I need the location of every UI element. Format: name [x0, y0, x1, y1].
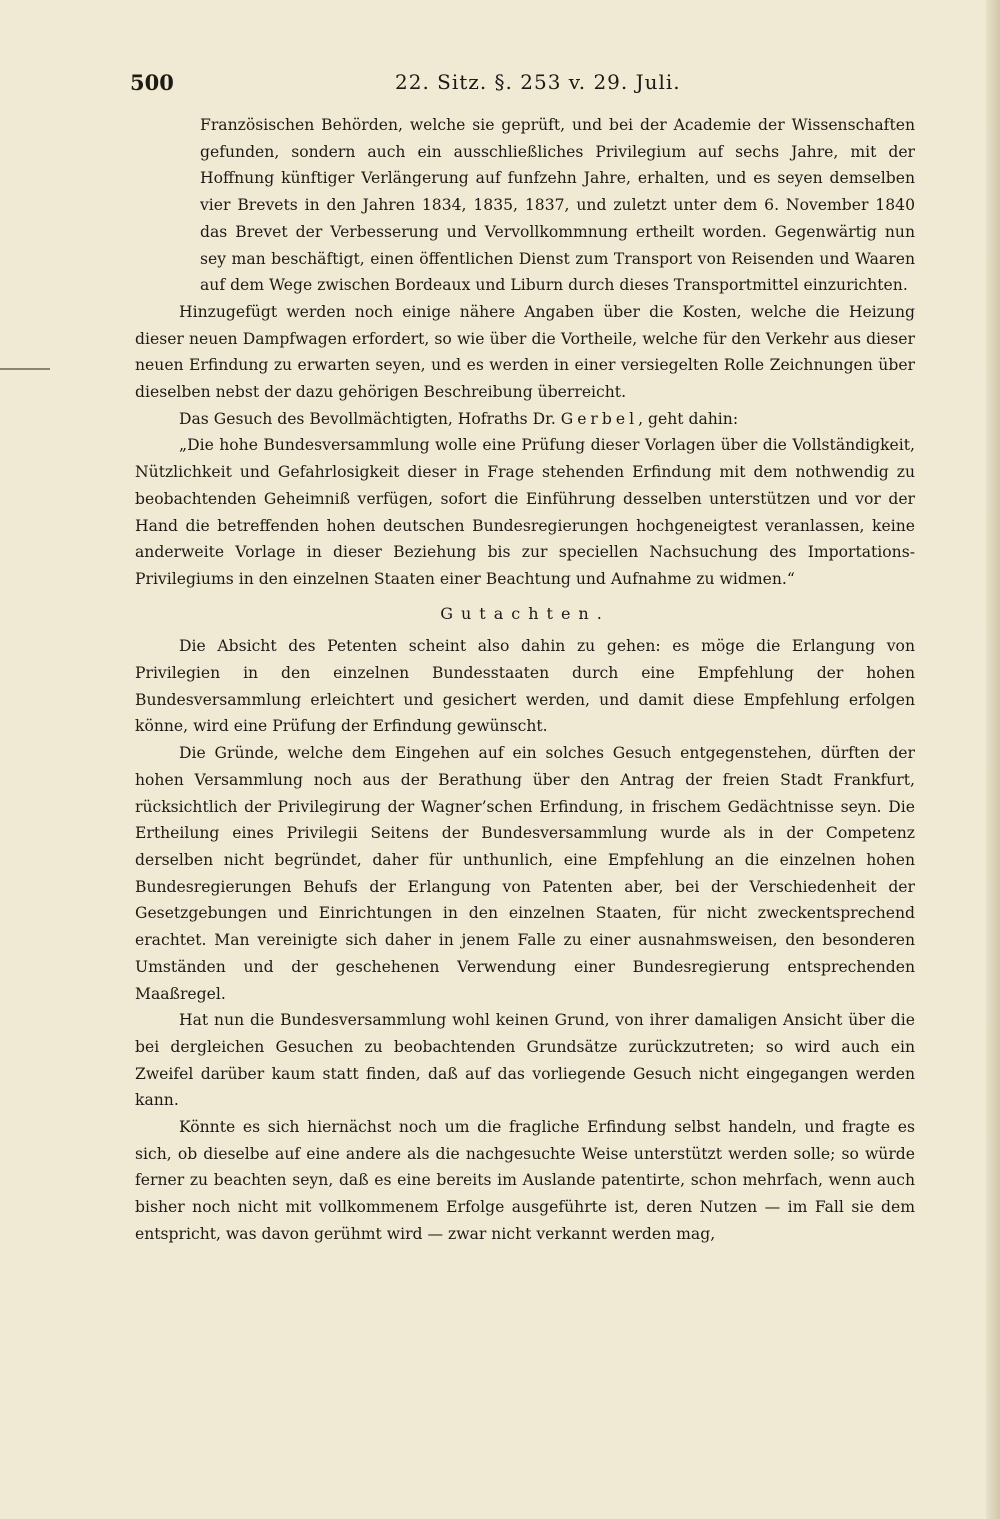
paragraph-6: Die Gründe, welche dem Eingehen auf ein solches Gesuch entgegenstehen, dürften der hohen Versammlung noch aus der Berathung über den Antrag der freien Stadt Frankfurt, rücksichtlich der Privilegirung der Wagner’schen Erfindung, in frischem Gedächtnisse seyn. Die Ertheilung eines Privilegii Seitens der Bundesversammlung wurde als in der Competenz derselben nicht begründet, daher für unthunlich, eine Empfehlung an die einzelnen hohen Bundesregierungen Behufs der Erlangung von Patenten aber, bei der Verschiedenheit der Gesetzgebungen und Einrichtungen in den einzelnen Staaten, für nicht zweckentsprechend erachtet. Man vereinigte sich daher in jenem Falle zu einer ausnahmsweisen, den besonderen Umständen und der geschehenen Verwendung einer Bundesregierung entsprechenden Maaßregel. [135, 744, 915, 1003]
section-heading: Gutachten. [440, 603, 610, 623]
paragraph-5: Die Absicht des Petenten scheint also dahin zu gehen: es möge die Erlangung von Privilegien in den einzelnen Bundesstaaten durch eine Empfehlung der hohen Bundesversammlung erleichtert und gesichert werden, und damit diese Empfehlung erfolgen könne, wird eine Prüfung der Erfindung gewünscht. [135, 637, 915, 736]
margin-mark [0, 368, 50, 370]
paragraph-1: Französischen Behörden, welche sie geprüft, und bei der Academie der Wissenschaften gefunden, sondern auch ein ausschließliches Privilegium auf sechs Jahre, mit der Hoffnung künftiger Verlängerung auf funfzehn Jahre, erhalten, und es seyen demselben vier Brevets in den Jahren 1834, 1835, 1837, und zuletzt unter dem 6. November 1840 das Brevet der Verbesserung und Vervollkommnung ertheilt worden. Gegenwärtig nun sey man beschäftigt, einen öffentlichen Dienst zum Transport von Reisenden und Waaren auf dem Wege zwischen Bordeaux und Liburn durch dieses Transportmittel einzurichten. [200, 116, 915, 295]
paragraph-7: Hat nun die Bundesversammlung wohl keinen Grund, von ihrer damaligen Ansicht über die bei dergleichen Gesuchen zu beobachtenden Grundsätze zurückzutreten; so wird auch ein Zweifel darüber kaum statt finden, daß auf das vorliegende Gesuch nicht eingegangen werden kann. [135, 1011, 915, 1110]
paragraph-2: Hinzugefügt werden noch einige nähere Angaben über die Kosten, welche die Heizung dieser neuen Dampfwagen erfordert, so wie über die Vortheile, welche für den Verkehr aus dieser neuen Erfindung zu erwarten seyen, und es werden in einer versiegelten Rolle Zeichnungen über dieselben nebst der dazu gehörigen Beschreibung überreicht. [135, 302, 915, 402]
paragraph-3 [135, 406, 915, 433]
page-edge [986, 0, 1000, 1519]
paragraph-3-intro: Das Gesuch des Bevollmächtigten, Hofraths Dr. [179, 409, 561, 428]
person-name: Gerbel [560, 409, 639, 428]
paragraph-3-end: , geht dahin: [638, 409, 739, 428]
body-text [135, 112, 915, 1248]
running-head: 22. Sitz. §. 253 v. 29. Juli. [395, 70, 681, 94]
quoted-petition: „Die hohe Bundesversammlung wolle eine Prüfung dieser Vorlagen über die Vollständigkeit, Nützlichkeit und Gefahrlosigkeit dieser in Frage stehenden Erfindung mit dem nothwendig zu beobachtenden Geheimniß verfügen, sofort die Einführung desselben unterstützen und vor der Hand die betreffenden hohen deutschen Bundesregierungen hochgeneigtest veranlassen, keine anderweite Vorlage in dieser Beziehung bis zur speciellen Nachsuchung des Importations-Privilegiums in den einzelnen Staaten einer Beachtung und Aufnahme zu widmen.“ [135, 436, 915, 588]
paragraph-8: Könnte es sich hiernächst noch um die fragliche Erfindung selbst handeln, und fragte es sich, ob dieselbe auf eine andere als die nachgesuchte Weise unterstützt werden solle; so würde ferner zu beachten seyn, daß es eine bereits im Auslande patentirte, schon mehrfach, wenn auch bisher noch nicht mit vollkommenem Erfolge ausgeführte ist, deren Nutzen — im Fall sie dem entspricht, was davon gerühmt wird — zwar nicht verkannt werden mag, [135, 1118, 915, 1243]
page-number: 500 [130, 70, 174, 95]
